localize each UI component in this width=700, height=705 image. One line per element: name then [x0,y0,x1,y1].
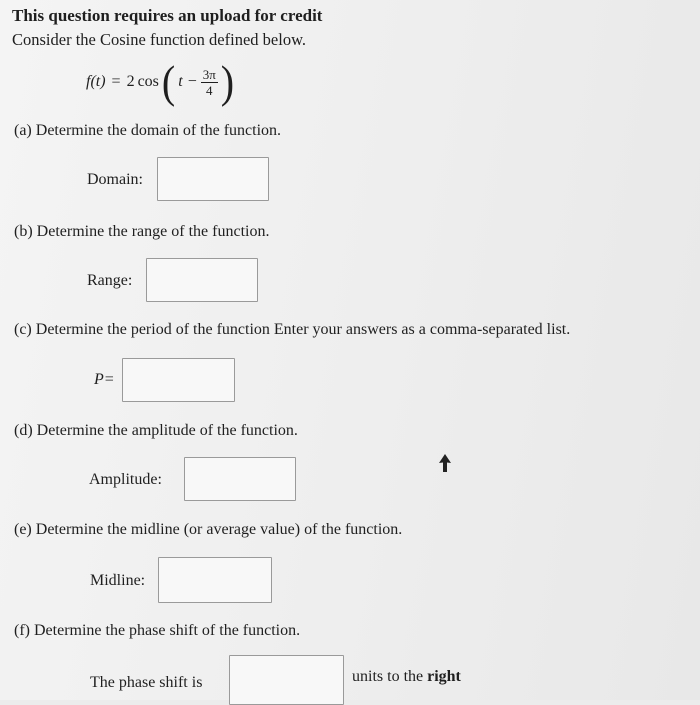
fraction-numerator: 3π [202,66,216,82]
fraction-denominator: 4 [206,82,213,98]
question-f-prompt: (f) Determine the phase shift of the function. [14,622,301,639]
midline-label: Midline: [90,572,146,589]
function-formula [86,56,237,108]
amplitude-label: Amplitude: [89,471,162,488]
question-e-prompt: (e) Determine the midline (or average value) of the function. [14,521,403,538]
range-input[interactable] [146,258,258,302]
phase-shift-suffix-text: units to the [352,668,424,685]
domain-input[interactable] [157,157,269,201]
question-a-prompt: (a) Determine the domain of the function. [14,122,282,139]
upload-notice: This question requires an upload for credit [12,6,323,25]
question-c-prompt: (c) Determine the period of the function Enter your answers as a comma-separated list. [14,321,571,338]
period-input[interactable] [122,358,235,402]
phase-shift-label: The phase shift is [90,674,203,691]
intro-text: Consider the Cosine function defined below. [12,30,307,49]
formula-left-paren: ( [161,55,176,108]
range-label: Range: [87,272,133,289]
formula-fraction [201,67,218,98]
formula-lhs: f(t) [86,73,106,90]
formula-minus: − [187,73,197,90]
phase-shift-input[interactable] [229,655,344,705]
phase-shift-suffix [352,668,461,686]
formula-function: cos [137,73,159,90]
amplitude-input[interactable] [184,457,296,501]
phase-shift-direction: right [427,668,461,685]
question-d-prompt: (d) Determine the amplitude of the function. [14,422,298,439]
domain-label: Domain: [87,171,143,188]
period-label: P= [94,371,115,388]
formula-equals: = [111,73,121,90]
midline-input[interactable] [158,557,272,603]
formula-variable: t [178,73,183,90]
formula-right-paren: ) [220,55,235,108]
formula-coefficient: 2 [126,73,135,90]
question-b-prompt: (b) Determine the range of the function. [14,223,270,240]
mouse-pointer-icon [438,453,452,473]
